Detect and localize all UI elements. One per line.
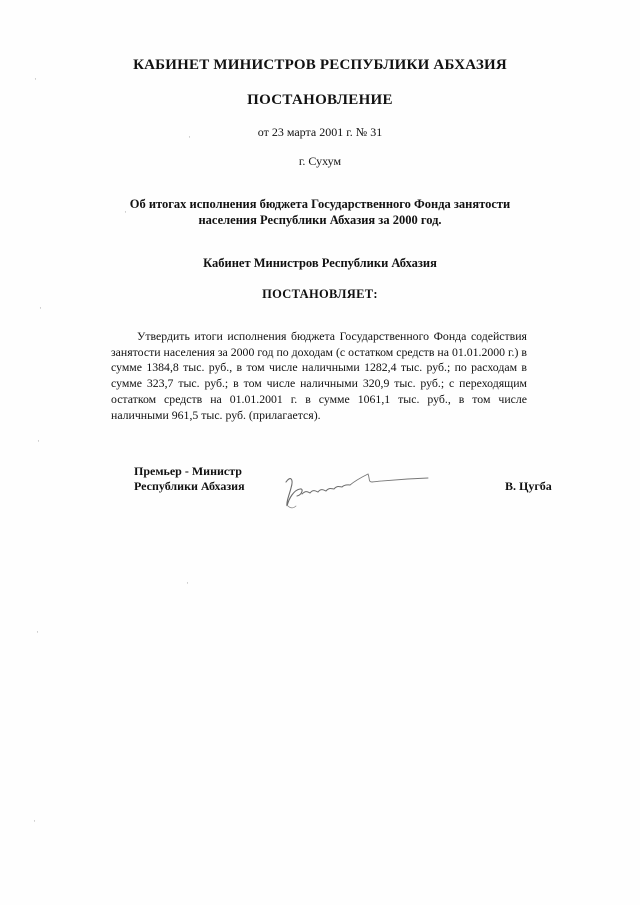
scan-speck: · <box>188 132 191 142</box>
subject-line-1: Об итогах исполнения бюджета Государственного Фонда занятости <box>129 197 511 211</box>
document-subject <box>0 196 640 228</box>
scan-speck: · <box>36 627 39 637</box>
document-type: ПОСТАНОВЛЕНИЕ <box>247 92 393 108</box>
city: г. Сухум <box>298 154 342 168</box>
signatory-title <box>134 464 245 494</box>
subject-line-2: населения Республики Абхазия за 2000 год. <box>198 213 442 227</box>
signatory-title-line-2: Республики Абхазия <box>134 479 245 493</box>
organization-name: КАБИНЕТ МИНИСТРОВ РЕСПУБЛИКИ АБХАЗИЯ <box>133 57 507 73</box>
issuer: Кабинет Министров Республики Абхазия <box>203 256 437 270</box>
resolves-verb: ПОСТАНОВЛЯЕТ: <box>262 287 378 301</box>
scan-speck: · <box>37 436 40 446</box>
scan-speck: · <box>186 578 189 588</box>
date-number: от 23 марта 2001 г. № 31 <box>257 125 383 139</box>
scan-speck: · <box>34 74 37 84</box>
scan-speck: · <box>124 207 127 217</box>
body-paragraph: Утвердить итоги исполнения бюджета Государственного Фонда содействия занятости населения за 2000 год по доходам (с остатком средств на 01.01.2000 г.) в сумме 1384,8 тыс. руб., в том числе наличными 1282,4 тыс. руб.; по расходам в сумме 323,7 тыс. руб.; в том числе наличными 320,9 тыс. руб.; с переходящим остатком средств на 01.01.2001 г. в сумме 1061,1 тыс. руб., в том числе наличными 961,5 тыс. руб. (прилагается). <box>111 329 527 422</box>
signatory-title-line-1: Премьер - Министр <box>134 464 242 478</box>
scan-speck: · <box>33 816 36 826</box>
scan-speck: · <box>39 303 42 313</box>
handwritten-signature <box>278 462 438 512</box>
signatory-name: В. Цугба <box>505 479 552 493</box>
